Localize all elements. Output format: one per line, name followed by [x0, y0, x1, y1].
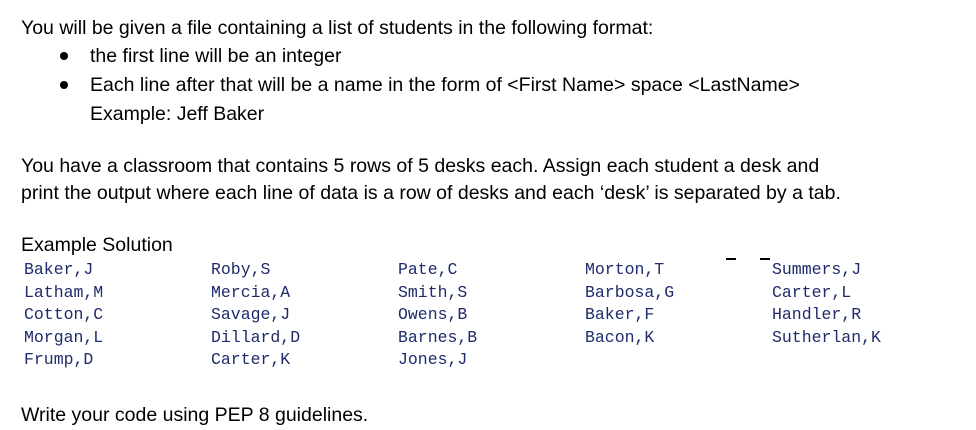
desk-entry: Barnes,B	[398, 327, 478, 347]
desk-entry: Savage,J	[211, 305, 291, 324]
desk-entry: Mercia,A	[211, 282, 291, 302]
bullet-dot-icon	[60, 81, 68, 89]
desk-entry: Cotton,C	[24, 305, 104, 324]
example-solution-heading: Example Solution	[21, 234, 173, 256]
desk-entry: Bacon,K	[585, 327, 655, 347]
desk-entry: Pate,C	[398, 260, 458, 279]
desk-entry: Jones,J	[398, 350, 468, 369]
bullet-item-first-line: the first line will be an integer	[90, 45, 342, 67]
desk-entry: Frump,D	[24, 350, 94, 369]
desk-entry: Barbosa,G	[585, 282, 675, 302]
dash-mark	[760, 258, 770, 260]
desk-entry: Smith,S	[398, 282, 468, 302]
intro-text: You will be given a file containing a list of students in the following format:	[21, 17, 654, 39]
bullet-dot-icon	[60, 52, 68, 60]
desk-entry: Dillard,D	[211, 327, 301, 347]
paragraph-line-2: print the output where each line of data is a row of desks and each ‘desk’ is separated by a tab.	[21, 182, 841, 204]
desk-entry: Roby,S	[211, 260, 271, 279]
closing-instruction: Write your code using PEP 8 guidelines.	[21, 404, 369, 426]
dash-mark	[726, 258, 736, 260]
bullet-item-each-line: Each line after that will be a name in the form of <First Name> space <LastName>	[90, 74, 800, 96]
solution-column-4	[585, 259, 674, 349]
desk-entry: Baker,J	[24, 260, 94, 279]
desk-entry: Sutherlan,K	[772, 327, 881, 347]
solution-column-3	[398, 259, 477, 372]
example-name-line: Example: Jeff Baker	[90, 103, 265, 125]
desk-entry: Handler,R	[772, 305, 862, 324]
solution-column-2	[211, 259, 300, 372]
desk-entry: Carter,K	[211, 350, 291, 369]
solution-column-1	[24, 259, 103, 372]
desk-entry: Morgan,L	[24, 327, 104, 347]
desk-entry: Latham,M	[24, 282, 104, 302]
paragraph-line-1: You have a classroom that contains 5 rows of 5 desks each. Assign each student a desk and	[21, 155, 820, 177]
desk-entry: Baker,F	[585, 305, 655, 324]
desk-entry: Owens,B	[398, 305, 468, 324]
solution-column-5	[772, 259, 881, 349]
desk-entry: Carter,L	[772, 282, 852, 302]
desk-entry: Morton,T	[585, 260, 665, 279]
desk-entry: Summers,J	[772, 260, 862, 279]
